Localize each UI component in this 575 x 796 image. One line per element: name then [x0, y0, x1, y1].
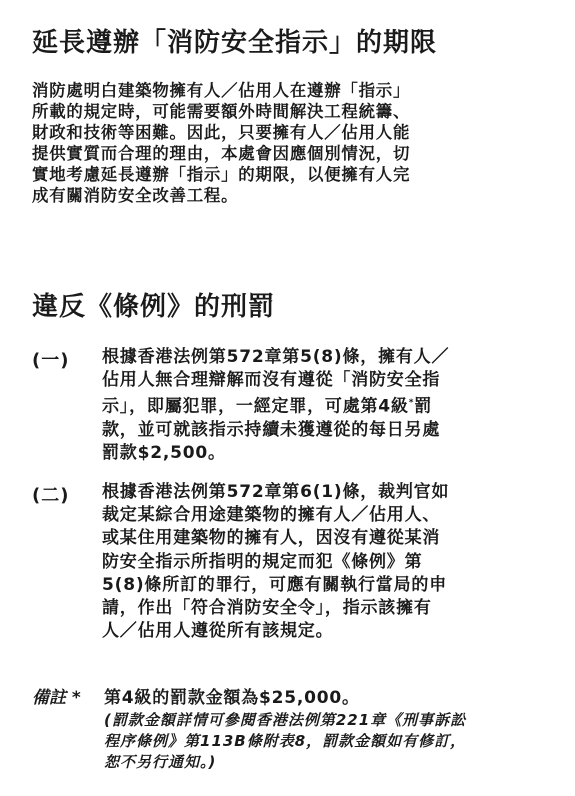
item-text	[102, 346, 557, 466]
item-text: 根據香港法例第572章第6(1)條，裁判官如 裁定某綜合用途建築物的擁有人／佔用人、 或某住用建築物的擁有人，因沒有遵從某消 防安全指示所指明的規定而犯《條例》第 5(8)條所訂的罪行，可應有關執行當局的申 請，作出「符合消防安全令」，指示該擁有 人／佔用人遵從所有該規定。	[102, 482, 450, 642]
item-text-part-1: 根據香港法例第572章第5(8)條，擁有人／ 佔用人無合理辯解而沒有遵從「消防安全指 示」，即屬犯罪，一經定罪，可處第4級	[102, 347, 450, 418]
item-number: (一)	[32, 350, 70, 371]
item-text-part-2: 罰 款，並可就該指示持續未獲遵從的每日另處 罰款$2,500。	[102, 397, 441, 464]
note-label: 備註 *	[32, 688, 81, 708]
footnote-marker: *	[408, 398, 415, 409]
section-heading-extension: 延長遵辦「消防安全指示」的期限	[32, 28, 438, 58]
item-number: (二)	[32, 485, 70, 506]
note-subtext: (罰款金額詳情可參閱香港法例第221章《刑事訴訟 程序條例》第113B條附表8，罰款金額如有修訂， 恕不另行通知。)	[104, 711, 467, 771]
note-text: 第4級的罰款金額為$25,000。	[104, 688, 360, 708]
extension-paragraph: 消防處明白建築物擁有人／佔用人在遵辦「指示」 所載的規定時，可能需要額外時間解決工程統籌、 財政和技術等困難。因此，只要擁有人／佔用人能 提供實質而合理的理由，本處會因應個別情況，切 實地考慮延長遵辦「指示」的期限，以便擁有人完 成有關消防安全改善工程。	[32, 81, 411, 205]
section-heading-penalties: 違反《條例》的刑罰	[32, 292, 276, 322]
